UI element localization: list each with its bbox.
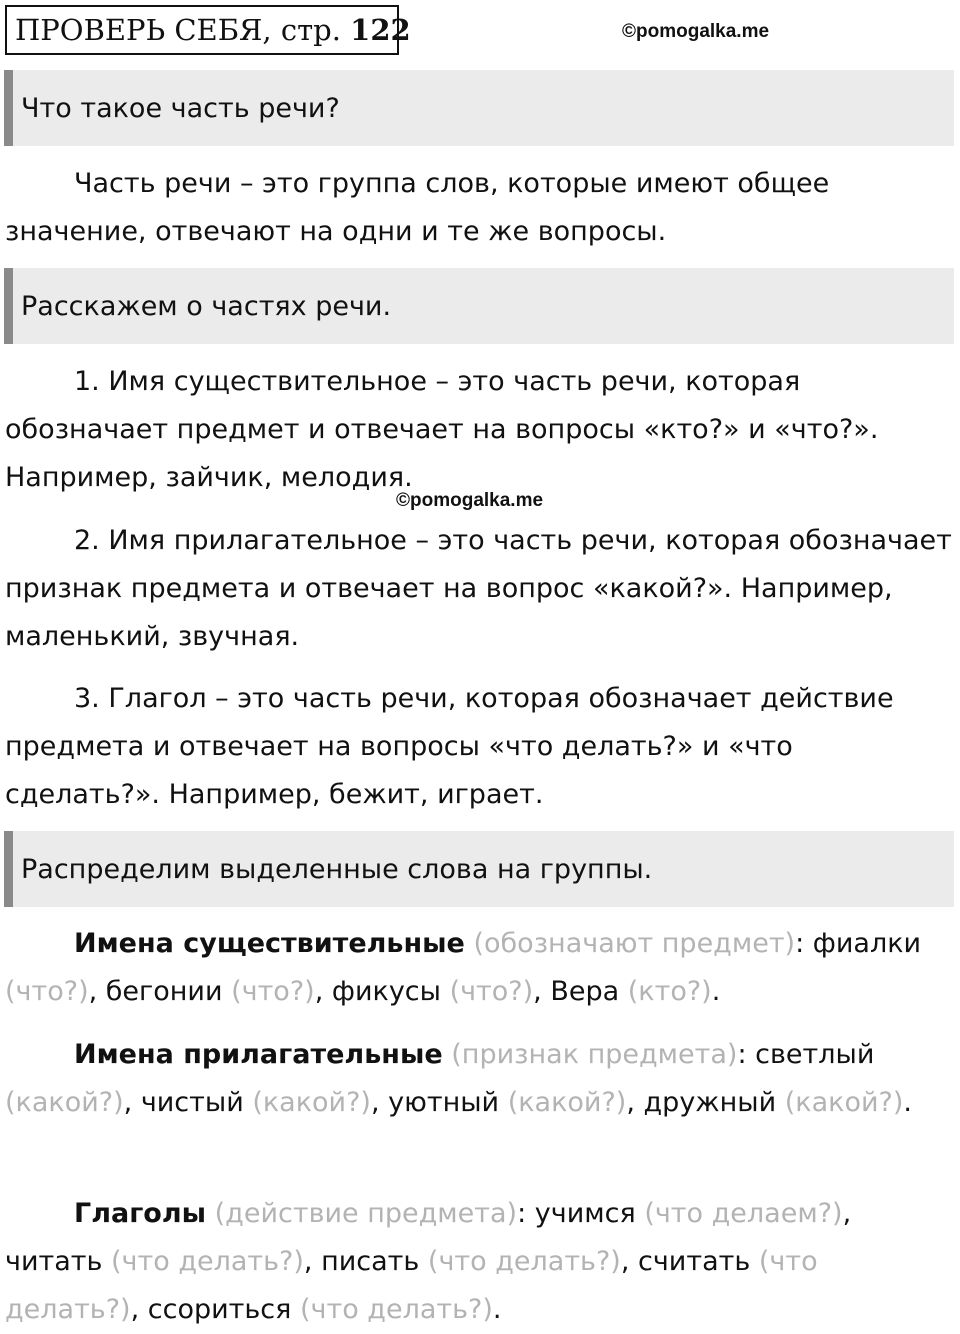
word: бегонии (105, 976, 223, 1007)
verbs-hint: (действие предмета) (214, 1198, 518, 1229)
answer-paragraph-1: Часть речи – это группа слов, которые имеют общее значение, отвечают на одни и те же вопросы. (5, 168, 830, 247)
watermark-top: ©pomogalka.me (622, 21, 770, 42)
verbs-group: Глаголы (действие предмета): учимся (что делаем?), читать (что делать?), писать (что делать?), считать (что делать?), ссориться (что делать?). (5, 1198, 852, 1325)
word-question: (какой?) (784, 1087, 904, 1118)
header-page-number: 122 (350, 13, 411, 47)
question-block-1 (4, 70, 954, 146)
word: дружный (643, 1087, 777, 1118)
header-title: ПРОВЕРЬ СЕБЯ, стр. (15, 13, 341, 47)
question-block-2 (4, 268, 954, 344)
question-block-3 (4, 831, 954, 907)
verbs-title: Глаголы (74, 1198, 207, 1229)
word: чистый (140, 1087, 244, 1118)
word-question: (что?) (449, 976, 534, 1007)
word-question: (что делать?) (427, 1246, 621, 1277)
word: Вера (550, 976, 620, 1007)
watermark-middle: ©pomogalka.me (396, 490, 544, 511)
word-question: (что делать?) (111, 1246, 304, 1277)
word: читать (5, 1246, 103, 1277)
word-question: (что?) (5, 976, 89, 1007)
adjectives-group: Имена прилагательные (признак предмета): светлый (какой?), чистый (какой?), уютный (какой?), дружный (какой?). (5, 1039, 912, 1118)
question-text-1: Что такое часть речи? (21, 92, 340, 124)
word-question: (кто?) (627, 976, 712, 1007)
page-header (5, 5, 411, 55)
word: фиалки (812, 928, 922, 959)
word-question: (какой?) (5, 1087, 124, 1118)
word: считать (638, 1246, 751, 1277)
word: учимся (534, 1198, 636, 1229)
word-question: (что?) (231, 976, 315, 1007)
adjective-definition: 2. Имя прилагательное – это часть речи, которая обозначает признак предмета и отвечает на вопрос «какой?». Например, маленький, звучная. (5, 525, 952, 652)
word: уютный (388, 1087, 500, 1118)
word: писать (321, 1246, 420, 1277)
word-question: (что делать?) (299, 1294, 493, 1325)
word: ссориться (147, 1294, 292, 1325)
word: светлый (755, 1039, 875, 1070)
adjectives-hint: (признак предмета) (451, 1039, 738, 1070)
word: фикусы (331, 976, 441, 1007)
noun-definition: 1. Имя существительное – это часть речи, которая обозначает предмет и отвечает на вопросы «кто?» и «что?». Например, зайчик, мелодия. (5, 366, 879, 493)
word-question: (что делаем?) (644, 1198, 843, 1229)
word-question: (какой?) (252, 1087, 371, 1118)
verb-definition: 3. Глагол – это часть речи, которая обозначает действие предмета и отвечает на вопросы «что делать?» и «что сделать?». Например, бежит, играет. (5, 683, 894, 810)
nouns-hint: (обозначают предмет) (473, 928, 796, 959)
question-text-3: Распределим выделенные слова на группы. (21, 853, 653, 885)
word-question: (что делать?) (5, 1246, 818, 1325)
question-text-2: Расскажем о частях речи. (21, 290, 392, 322)
adjectives-title: Имена прилагательные (74, 1039, 443, 1070)
word-question: (какой?) (507, 1087, 627, 1118)
nouns-group: Имена существительные (обозначают предмет): фиалки (что?), бегонии (что?), фикусы (что?), Вера (кто?). (5, 928, 922, 1007)
nouns-title: Имена существительные (74, 928, 465, 959)
